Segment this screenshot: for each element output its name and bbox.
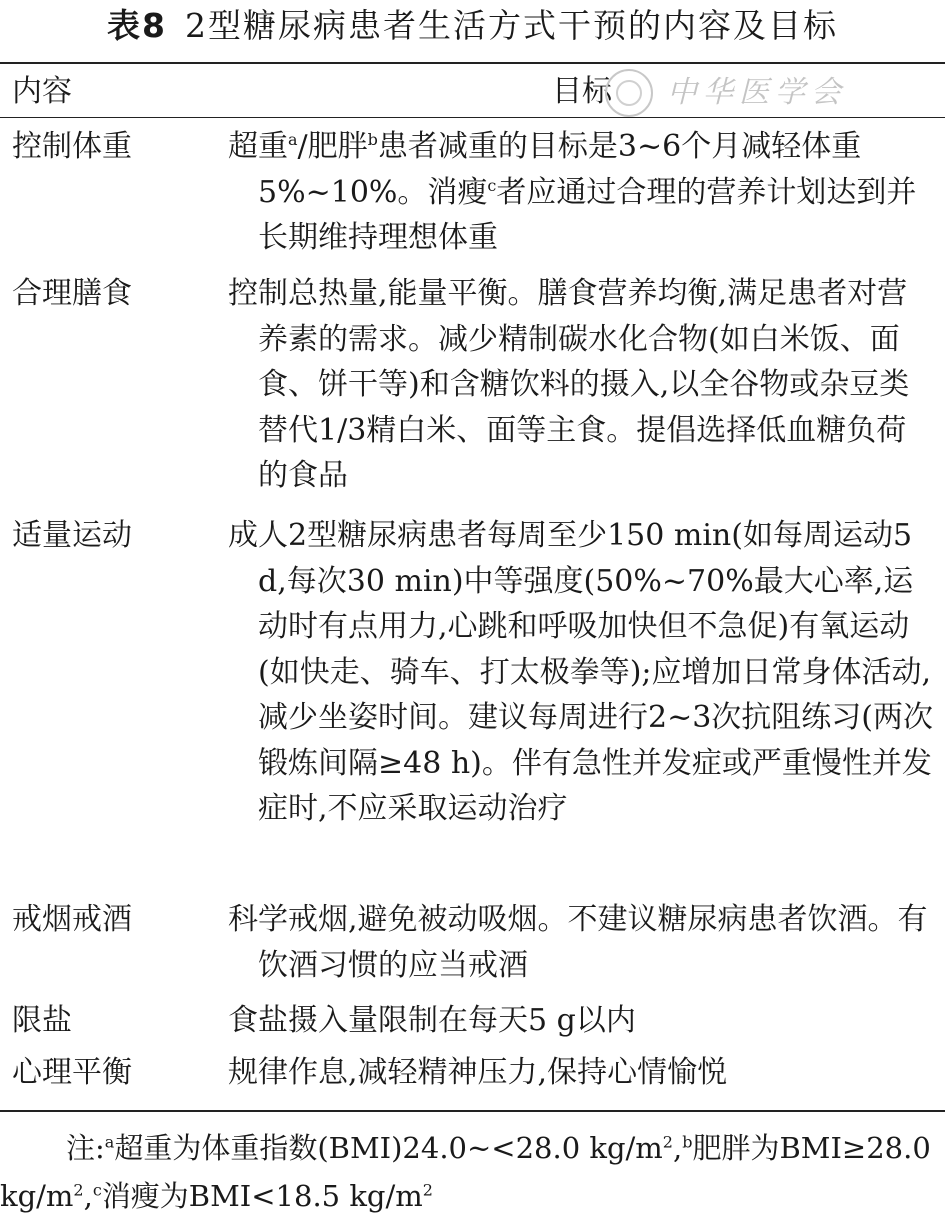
header-content: 内容 <box>12 74 72 109</box>
note-text: 超重为体重指数(BMI)24.0~<28.0 kg/m <box>114 1131 663 1165</box>
table-row <box>0 271 945 513</box>
row-goal: 食盐摄入量限制在每天5 g以内 <box>228 1003 636 1038</box>
table-row <box>0 513 945 897</box>
row-goal: 成人2型糖尿病患者每周至少150 min(如每周运动5 d,每次30 min)中等强度(50%~70%最大心率,运动时有点用力,心跳和呼吸加快但不急促)有氧运动(如快走、骑车、打太极拳等);应增加日常身体活动,减少坐姿时间。建议每周进行2~3次抗阻练习(两次锻炼间隔≥48 h)。伴有急性并发症或严重慢性并发症时,不应采取运动治疗 <box>228 518 934 826</box>
superscript: 2 <box>73 1180 84 1200</box>
row-goal: 科学戒烟,避免被动吸烟。不建议糖尿病患者饮酒。有饮酒习惯的应当戒酒 <box>228 902 928 983</box>
header-rule <box>0 117 945 118</box>
goal-text: 者应通过合理的营养计划达到并长期维持理想体重 <box>258 174 917 255</box>
footnote-mark: c <box>92 1180 102 1200</box>
society-seal-icon <box>605 69 653 117</box>
top-rule <box>0 62 945 64</box>
superscript: 2 <box>422 1180 433 1200</box>
table-body <box>0 124 945 1102</box>
row-goal: 控制总热量,能量平衡。膳食营养均衡,满足患者对营养素的需求。减少精制碳水化合物(如白米饭、面食、饼干等)和含糖饮料的摄入,以全谷物或杂豆类替代1/3精白米、面等主食。提倡选择低血糖负荷的食品 <box>228 276 910 493</box>
note-text: 消瘦为BMI<18.5 kg/m <box>101 1179 423 1213</box>
note-text: 肥胖为BMI≥28.0 kg/m <box>0 1131 931 1213</box>
row-goal <box>228 124 945 271</box>
table-row <box>0 998 945 1050</box>
footnote-mark: c <box>487 175 497 195</box>
goal-text: /肥胖 <box>297 129 368 164</box>
note-text: , <box>83 1179 93 1213</box>
row-content: 控制体重 <box>12 129 132 164</box>
row-content: 适量运动 <box>12 518 132 553</box>
header-goal: 目标 <box>552 74 612 109</box>
goal-text: 超重 <box>228 129 288 164</box>
row-content: 心理平衡 <box>12 1055 132 1090</box>
row-goal: 规律作息,减轻精神压力,保持心情愉悦 <box>228 1055 728 1090</box>
table-caption <box>0 6 945 46</box>
footnote-mark: b <box>682 1132 693 1152</box>
table-row <box>0 897 945 998</box>
row-content: 限盐 <box>12 1003 72 1038</box>
row-content: 合理膳食 <box>12 276 132 311</box>
bottom-rule <box>0 1110 945 1112</box>
watermark-text: 中华医学会 <box>667 75 847 110</box>
row-content: 戒烟戒酒 <box>12 902 132 937</box>
note-prefix: 注: <box>66 1131 105 1165</box>
watermark <box>605 66 905 118</box>
footnote-mark: a <box>104 1132 115 1152</box>
table-title: 2型糖尿病患者生活方式干预的内容及目标 <box>184 6 838 45</box>
goal-text: 患者减重的目标是3~6个月减轻体重5%~10%。消瘦 <box>258 129 862 210</box>
footnote-mark: b <box>367 130 378 149</box>
superscript: 2 <box>662 1132 673 1152</box>
footnote-mark: a <box>288 130 298 149</box>
table-row <box>0 124 945 271</box>
table-row <box>0 1050 945 1102</box>
table-label: 表8 <box>107 6 167 45</box>
note-text: , <box>672 1131 683 1165</box>
table-note <box>0 1124 945 1220</box>
